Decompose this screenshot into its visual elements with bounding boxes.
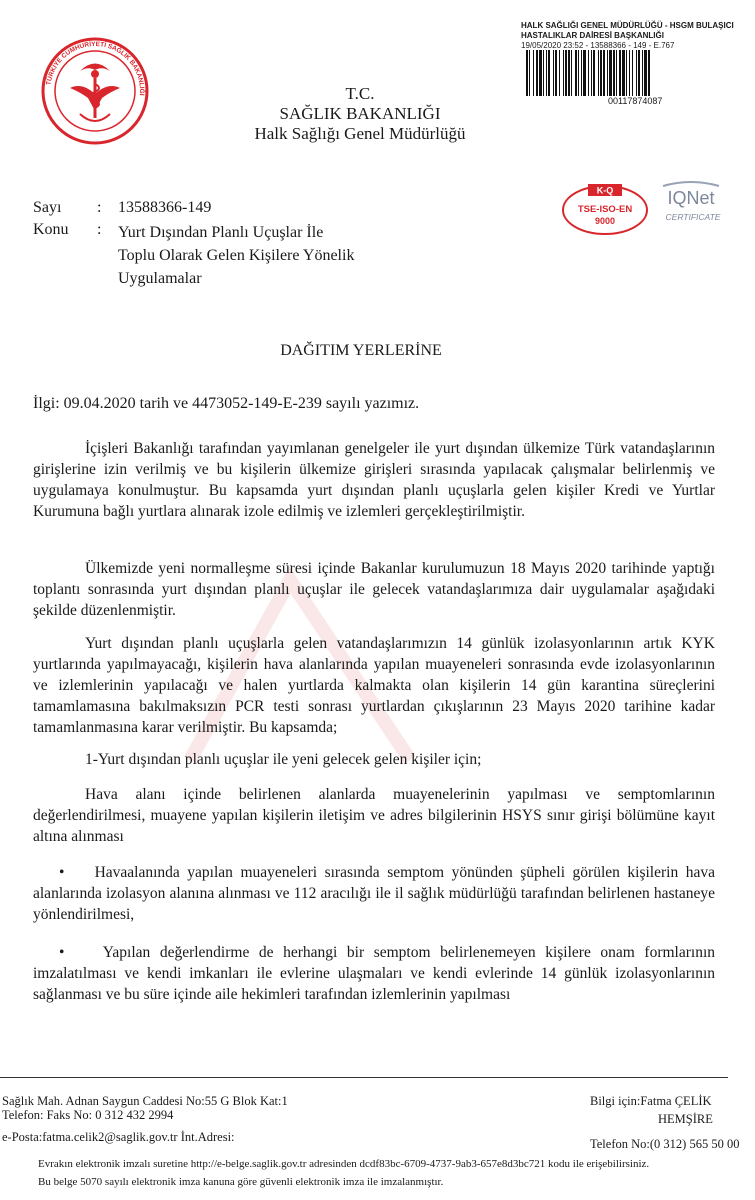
barcode-line-2: HASTALIKLAR DAİRESİ BAŞKANLIĞI <box>521 31 664 40</box>
sayi-value: 13588366-149 <box>118 199 212 216</box>
barcode-bar <box>543 50 544 96</box>
body-paragraph: İçişleri Bakanlığı tarafından yayımlanan genelgeler ile yurt dışından ülkemize Türk vatandaşlarının girişlerine izin verilmiş ve bu kişilerin ülkemize girişleri sırasında yapılacak çalışmalar belirlenmiş ve uygulamaya konulmuştur. Bu kapsamda yurt dışından planlı uçuşlarla gelen kişiler Kredi ve Yurtlar Kurumuna bağlı yurtlara alınarak izole edilmiş ve izlemleri gerçekleştirilmiştir. <box>33 440 715 520</box>
logo-ring-text: TÜRKİYE CUMHURİYETİ SAĞLIK BAKANLIĞI <box>45 40 146 96</box>
footer-contact-phone: Telefon No:(0 312) 565 50 00 <box>590 1137 740 1151</box>
konu-line: Uygulamalar <box>118 270 202 287</box>
konu-label: Konu <box>33 221 69 238</box>
header-tc: T.C. <box>345 84 375 103</box>
barcode-bar <box>619 50 621 96</box>
barcode-bar <box>616 50 617 96</box>
barcode-bar <box>622 50 625 96</box>
barcode-bar <box>575 50 577 96</box>
barcode-line-3: 19/05/2020 23:52 - 13588366 - 149 - E.767 <box>521 41 675 50</box>
barcode-line-1: HALK SAĞLIĞI GENEL MÜDÜRLÜĞÜ - HSGM BULAŞICI <box>521 21 734 30</box>
barcode-bar <box>533 50 534 96</box>
sayi-colon: : <box>97 199 102 216</box>
konu-line: Yurt Dışından Planlı Uçuşlar İle <box>118 224 324 241</box>
iqnet-name: IQNet <box>667 188 715 208</box>
body-paragraph: Yurt dışından planlı uçuşlarla gelen vatandaşlarımızın 14 günlük izolasyonlarının artık KYK yurtlarında yapılmayacağı, kişilerin hava alanlarında yapılan muayeneleri sonrasında evde izolasyonlarının ve izlemlerinin yapılacağı ve halen yurtlarda kalmakta olan kişilerin 14 gün karantina süreçlerini tamamlamasına bakılmaksızın PCR testi sonrası yurtlardan çıkışlarının 23 Mayıs 2020 tarihine kadar tamamlanmasına karar verilmiştir. Bu kapsamda; <box>33 635 715 736</box>
konu-line: Toplu Olarak Gelen Kişilere Yönelik <box>118 247 355 264</box>
barcode-bar <box>559 50 560 96</box>
barcode-bar <box>583 50 586 96</box>
section-heading: 1-Yurt dışından planlı uçuşlar ile yeni gelecek gelen kişiler için; <box>85 751 482 768</box>
footer-contact-person: Bilgi için:Fatma ÇELİK <box>590 1094 712 1108</box>
barcode-bar <box>581 50 582 96</box>
barcode-bar <box>536 50 538 96</box>
bullet-item <box>33 862 715 925</box>
footer-email: e-Posta:fatma.celik2@saglik.gov.tr İnt.Adresi: <box>2 1130 235 1144</box>
barcode-bar <box>613 50 615 96</box>
barcode-bar <box>539 50 542 96</box>
barcode-bar <box>609 50 612 96</box>
barcode-bar <box>546 50 547 96</box>
barcode <box>526 50 751 96</box>
barcode-bar <box>553 50 554 96</box>
barcode-bar <box>648 50 650 96</box>
barcode-bar <box>591 50 592 96</box>
bullet-symbol: • <box>59 864 65 881</box>
kq-line-1: K-Q <box>596 185 614 196</box>
iqnet-cert-logo <box>655 180 727 230</box>
barcode-bar <box>626 50 627 96</box>
bullet-item <box>33 942 715 1005</box>
sayi-label: Sayı <box>33 199 62 216</box>
konu-value <box>118 221 354 290</box>
header-ministry: SAĞLIK BAKANLIĞI <box>279 104 441 123</box>
footer-address: Sağlık Mah. Adnan Saygun Caddesi No:55 G Blok Kat:1 <box>2 1094 288 1108</box>
reference-line: İlgi: 09.04.2020 tarih ve 4473052-149-E-239 sayılı yazımız. <box>33 395 420 412</box>
footer-divider <box>0 1077 728 1078</box>
barcode-bar <box>598 50 599 96</box>
footer-esign-note: Evrakın elektronik imzalı suretine http://e-belge.saglik.gov.tr adresinden dcdf83bc-6709-4737-9ab3-657e8d3bc721 kodu ile erişebilirsiniz. <box>38 1158 650 1170</box>
barcode-bar <box>555 50 557 96</box>
iqnet-sub: CERTIFICATE <box>665 212 721 222</box>
barcode-bar <box>526 50 528 96</box>
barcode-bar <box>529 50 530 96</box>
kq-line-2: TSE-ISO-EN <box>577 204 633 215</box>
barcode-bar <box>578 50 579 96</box>
footer-contact-title: HEMŞİRE <box>658 1112 713 1126</box>
header-directorate: Halk Sağlığı Genel Müdürlüğü <box>254 124 466 143</box>
distribution-heading: DAĞITIM YERLERİNE <box>280 342 442 359</box>
body-paragraph: Hava alanı içinde belirlenen alanlarda muayenelerinin yapılması ve semptomlarının değerlendirilmesi, muayene yapılan kişilerin iletişim ve adres bilgilerinin HSYS sınır girişi bölümüne kayıt altına alınması <box>33 786 715 845</box>
body-paragraph: Ülkemizde yeni normalleşme süresi içinde Bakanlar kurulumuzun 18 Mayıs 2020 tarihinde yaptığı toplantı sonrasında yurt dışından planlı uçuşlar ile gelecek vatandaşlarımıza dair uygulamalar aşağıdaki şekilde düzenlenmiştir. <box>33 560 715 619</box>
barcode-bar <box>600 50 602 96</box>
barcode-bar <box>568 50 570 96</box>
barcode-bar <box>638 50 640 96</box>
barcode-bar <box>642 50 643 96</box>
konu-colon: : <box>97 221 102 238</box>
barcode-bar <box>632 50 633 96</box>
barcode-bar <box>588 50 589 96</box>
barcode-bar <box>565 50 567 96</box>
barcode-bar <box>607 50 608 96</box>
barcode-bar <box>571 50 572 96</box>
footer-esign-law-note: Bu belge 5070 sayılı elektronik imza kanuna göre güvenli elektronik imza ile imzalanmıştır. <box>38 1176 444 1188</box>
bullet-text: Havaalanında yapılan muayeneleri sırasında semptom yönünden şüpheli görülen kişilerin hava alanlarında izolasyon alanına alınması ve 112 aracılığı ile il sağlık müdürlüğü tarafından belirlenen hastaneye yönlendirilmesi, <box>33 864 715 923</box>
barcode-number: 00117874087 <box>608 96 663 106</box>
bullet-text: Yapılan değerlendirme de herhangi bir semptom belirlenemeyen kişilere onam formlarının imzalatılması ve kendi imkanları ile evlerine ulaşmaları ve kendi evlerinde 14 günlük izolasyonlarının sağlanması ve bu süre içinde aile hekimleri tarafından izlemlerinin yapılması <box>33 944 715 1003</box>
tse-kq-cert-logo <box>560 178 650 238</box>
barcode-bar <box>603 50 605 96</box>
barcode-bar <box>644 50 647 96</box>
footer-phone: Telefon: Faks No: 0 312 432 2994 <box>2 1108 174 1122</box>
barcode-bar <box>593 50 595 96</box>
barcode-bar <box>548 50 550 96</box>
barcode-bar <box>563 50 564 96</box>
barcode-bar <box>636 50 637 96</box>
bullet-symbol: • <box>59 944 65 961</box>
kq-line-3: 9000 <box>594 216 616 226</box>
barcode-bar <box>629 50 630 96</box>
